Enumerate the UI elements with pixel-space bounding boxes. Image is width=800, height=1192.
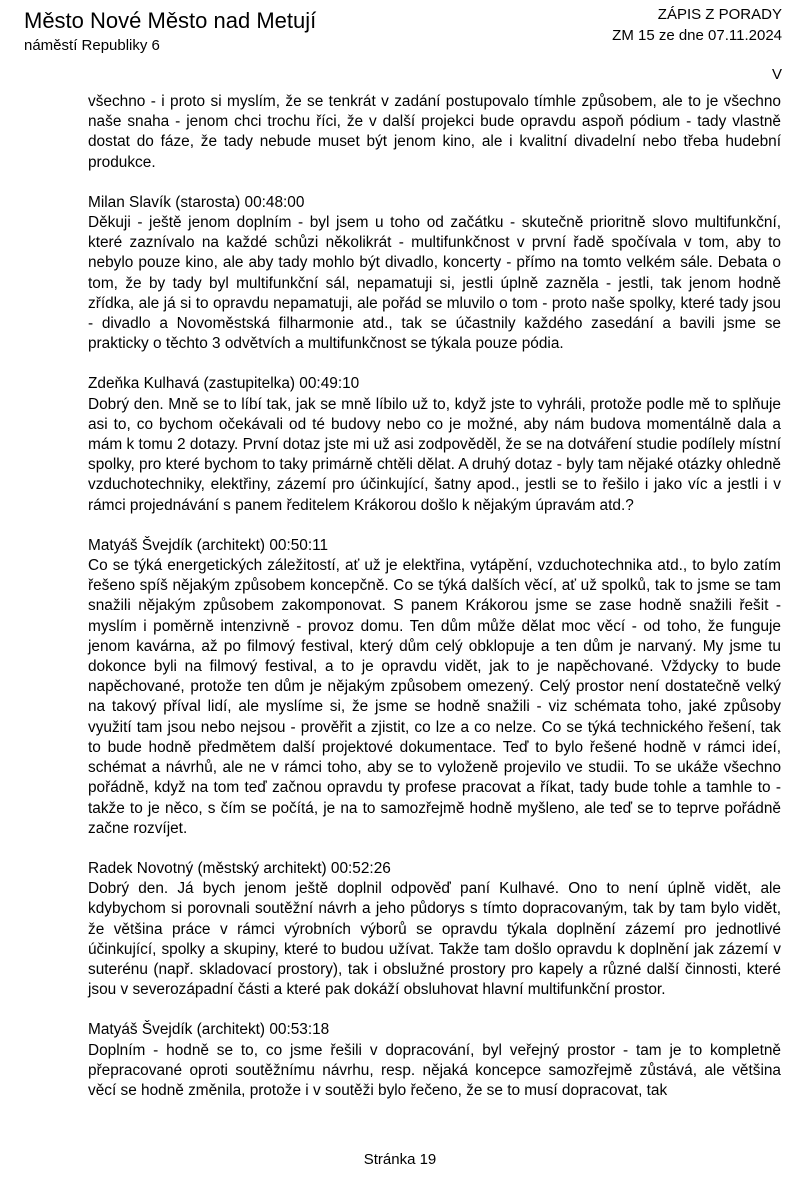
speech-paragraph: Co se týká energetických záležitostí, ať už je elektřina, vytápění, vzduchotechnika atd., to bylo zatím řešeno spíš nějakým způsobem koncepčně. Co se týká dalších věcí, ať už spolků, tak to jsme se tam snažili nějakým způsobem zakomponovat. S panem Krákorou jsme se zase hodně snažili řešit - myslím i poměrně intenzivně - provoz domu. Ten dům může dělat moc věcí - od toho, že funguje jenom kavárna, až po filmový festival, který dům celý obklopuje a ten dům je narvaný. My jsme tu dokonce byli na filmový festival, a to je opravdu vidět, jak to je napěchované. Vždycky to bude napěchované, protože ten dům je nějakým způsobem omezený. Celý prostor není dostatečně velký na takový příval lidí, ale myslíme si, že jsme se hodně snažili - viz schémata toho, jaké způsoby využití tam jsou nebo nejsou - prověřit a zjistit, co lze a co nelze. Co se týká technického řešení, tak to bude hodně předmětem další projektové dokumentace. Teď to bylo řešené hodně v rámci ideí, schémat a návrhů, ale ne v rámci toho, aby se to vyloženě projevilo ve studii. To se ukáže všechno pořádně, když na tom teď začnou opravdu ty profese pracovat a říkat, tady bude tohle a tamhle to - takže to je něco, s čím se počítá, je na to samozřejmě hodně myšleno, ale teď se to teprve pořádně začne rozvíjet. <box>88 557 781 837</box>
speech-paragraph: Doplním - hodně se to, co jsme řešili v dopracování, byl veřejný prostor - tam je to kompletně přepracované oproti soutěžnímu návrhu, resp. nějaká koncepce samozřejmě zůstává, ale většina věcí se hodně změnila, protože i v soutěži bylo řečeno, že se to musí dopracovat, tak <box>88 1041 781 1099</box>
intro-paragraph: všechno - i proto si myslím, že se tenkrát v zadání postupovalo tímhle způsobem, ale to je všechno naše snaha - jenom chci trochu říci, že v další projekci bude opravdu aspoň pódium - tady vlastně dostat do fáze, že tady nebude muset být jenom kino, ale i kvalitní divadelní nebo třeba hudební produkce. <box>88 93 781 171</box>
section-marker: V <box>771 66 782 83</box>
transcript-entry <box>88 859 781 1000</box>
speaker-heading: Matyáš Švejdík (architekt) 00:53:18 <box>88 1021 330 1039</box>
speech-paragraph: Děkuji - ještě jenom doplním - byl jsem u toho od začátku - skutečně prioritně slovo multifunkční, které zaznívalo na každé schůzi několikrát - multifunkčnost v první řadě spočívala v tom, aby to nebylo pouze kino, ale aby tady mohlo být divadlo, koncerty - přímo na tomto velkém sále. Debata o tom, že by tady byl multifunkční sál, nepamatuji si, jestli úplně zazněla - jestli, tak jenom hodně zřídka, ale já si to opravdu nepamatuji, ale pořád se mluvilo o tom - proto naše spolky, které tady jsou - divadlo a Novoměstská filharmonie atd., tak se účastnily každého zasedání a bavili jsme se prakticky o těchto 3 odvětvích a multifunkčnost se týkala pouze pódia. <box>88 214 781 353</box>
meeting-reference: ZM 15 ze dne 07.11.2024 <box>612 27 782 44</box>
page-header <box>0 0 800 83</box>
transcript-entry <box>88 1020 781 1101</box>
page-number: Stránka 19 <box>363 1151 437 1168</box>
transcript-entry <box>88 374 781 515</box>
speaker-heading: Milan Slavík (starosta) 00:48:00 <box>88 193 305 211</box>
transcript-content <box>88 92 781 1121</box>
organization-address: náměstí Republiky 6 <box>24 37 160 54</box>
speaker-heading: Radek Novotný (městský architekt) 00:52:26 <box>88 859 391 877</box>
organization-name: Město Nové Město nad Metují <box>24 8 317 33</box>
speaker-heading: Zdeňka Kulhavá (zastupitelka) 00:49:10 <box>88 375 360 393</box>
transcript-entry <box>88 193 781 355</box>
speech-paragraph: Dobrý den. Mně se to líbí tak, jak se mně líbilo už to, když jste to vyhráli, protože podle mě to splňuje asi to, co bychom očekávali od té budovy nebo co je možné, aby nám budova momentálně dala a mám k tomu 2 dotazy. První dotaz jste mi už asi zodpověděl, že se na dotváření studie podílely místní spolky, pro které bychom to taky primárně chtěli dělat. A druhý dotaz - byly tam nějaké otázky ohledně vzduchotechniky, elektřiny, zázemí pro účinkující, šatny apod., jestli se to řešilo i jako víc a jestli i v rámci projednávání s panem ředitelem Krákorou došlo k nějakým úpravám atd.? <box>88 395 781 514</box>
document-type: ZÁPIS Z PORADY <box>657 6 782 23</box>
speech-paragraph: Dobrý den. Já bych jenom ještě doplnil odpověď paní Kulhavé. Ono to není úplně vidět, ale kdybychom si porovnali soutěžní návrh a jeho půdorys s tímto dopracovaným, tak by tam bylo vidět, že většina práce v rámci výrobních výborů se opravdu týkala doplnění zázemí pro jednotlivé účinkující, spolky a skupiny, které to budou užívat. Takže tam došlo opravdu k doplnění jak zázemí v suterénu (např. skladovací prostory), tak i obslužné prostory pro kapely a různé další činnosti, které jsou v severozápadní části a které pak dokáží obsluhovat hlavní multifunkční prostor. <box>88 880 781 999</box>
transcript-entry <box>88 536 781 839</box>
speaker-heading: Matyáš Švejdík (architekt) 00:50:11 <box>88 536 329 554</box>
intro-block <box>88 92 781 173</box>
